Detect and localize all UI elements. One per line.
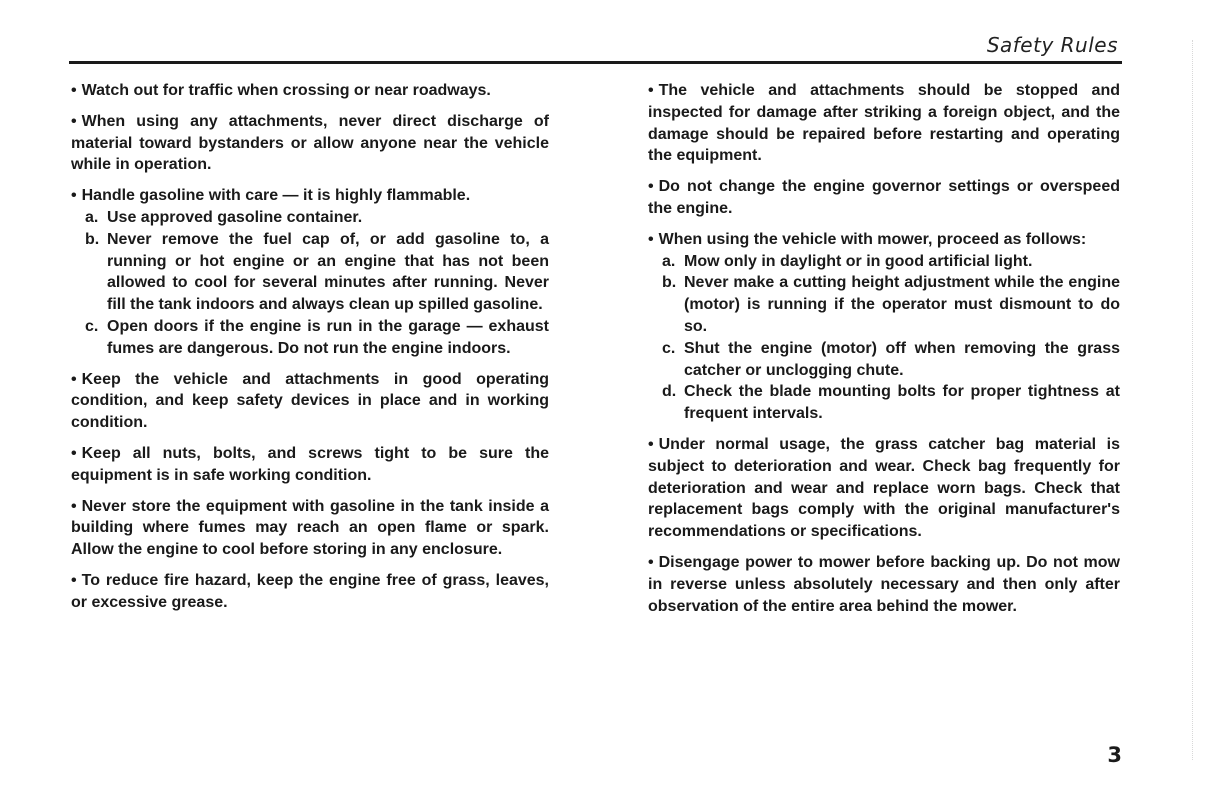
- safety-rule-item: [648, 229, 1120, 425]
- safety-rule-item: [648, 80, 1120, 167]
- sub-rule-letter: b.: [662, 274, 677, 292]
- bullet-icon: •: [71, 370, 77, 388]
- sub-rule: [648, 272, 1120, 337]
- sub-rule-text: Open doors if the engine is run in the garage — exhaust fumes are dangerous. Do not run the engine indoors.: [107, 317, 549, 357]
- safety-rule-item: [71, 185, 549, 359]
- safety-rule: [71, 80, 549, 102]
- bullet-icon: •: [648, 230, 654, 248]
- page-number: 3: [1107, 743, 1122, 767]
- bullet-icon: •: [648, 178, 654, 196]
- safety-rule-text: Disengage power to mower before backing up. Do not mow in reverse unless absolutely necessary and then only after observation of the entire area behind the mower.: [648, 553, 1120, 615]
- bullet-icon: •: [71, 82, 77, 99]
- sub-rule: [71, 316, 549, 360]
- sub-rule-letter: c.: [85, 317, 99, 335]
- safety-rule-text: Keep the vehicle and attachments in good operating condition, and keep safety devices in place and in working condition.: [71, 370, 549, 432]
- safety-rule-item: [648, 434, 1120, 543]
- safety-rule-item: [71, 369, 549, 434]
- safety-rule: [648, 176, 1120, 220]
- bullet-icon: •: [71, 444, 77, 462]
- sub-rule-text: Use approved gasoline container.: [107, 208, 363, 226]
- sub-rule-letter: d.: [662, 383, 677, 401]
- header-rule: [69, 61, 1122, 64]
- sub-rule: [71, 207, 549, 229]
- right-column: [648, 80, 1120, 626]
- safety-rule: [648, 229, 1120, 251]
- safety-rule-text: Keep all nuts, bolts, and screws tight to be sure the equipment is in safe working condition.: [71, 444, 549, 484]
- safety-rule-text: When using any attachments, never direct discharge of material toward bystanders or allow anyone near the vehicle while in operation.: [71, 112, 549, 174]
- safety-rule-item: [71, 443, 549, 487]
- sub-rule-list: [648, 251, 1120, 425]
- safety-rule-text: Handle gasoline with care — it is highly flammable.: [81, 187, 471, 205]
- safety-rule: [71, 496, 549, 561]
- safety-rule-text: The vehicle and attachments should be stopped and inspected for damage after striking a foreign object, and the damage should be repaired before restarting and operating the equipment.: [648, 82, 1120, 165]
- bullet-icon: •: [648, 435, 654, 453]
- bullet-icon: •: [648, 82, 654, 99]
- sub-rule-letter: b.: [85, 230, 100, 248]
- sub-rule-list: [71, 207, 549, 360]
- safety-rule: [71, 185, 549, 207]
- sub-rule-text: Check the blade mounting bolts for proper tightness at frequent intervals.: [684, 383, 1120, 423]
- bullet-icon: •: [71, 497, 77, 515]
- sub-rule-text: Never remove the fuel cap of, or add gasoline to, a running or hot engine or an engine that has not been allowed to cool for several minutes after running. Never fill the tank indoors and always clean up spilled gasoline.: [107, 230, 549, 314]
- sub-rule: [648, 251, 1120, 273]
- page-edge: [1192, 40, 1194, 760]
- sub-rule-letter: a.: [662, 252, 676, 270]
- sub-rule: [71, 229, 549, 316]
- bullet-icon: •: [71, 112, 77, 130]
- safety-rule-text: To reduce fire hazard, keep the engine free of grass, leaves, or excessive grease.: [71, 571, 549, 611]
- safety-rule: [71, 369, 549, 434]
- left-column: [71, 80, 549, 623]
- safety-rule-text: Under normal usage, the grass catcher bag material is subject to deterioration and wear. Check bag frequently for deterioration and wear and replace worn bags. Check that replacement bags comply with the original manufacturer's recommendations or specifications.: [648, 435, 1120, 541]
- sub-rule-text: Mow only in daylight or in good artificial light.: [684, 252, 1033, 270]
- sub-rule-letter: c.: [662, 339, 676, 357]
- bullet-icon: •: [71, 187, 77, 205]
- sub-rule-letter: a.: [85, 208, 99, 226]
- safety-rule: [648, 80, 1120, 167]
- safety-rule-item: [71, 496, 549, 561]
- safety-rule: [71, 443, 549, 487]
- sub-rule: [648, 338, 1120, 382]
- safety-rule-item: [71, 80, 549, 102]
- safety-rule: [648, 434, 1120, 543]
- bullet-icon: •: [71, 571, 77, 589]
- sub-rule-text: Shut the engine (motor) off when removing the grass catcher or unclogging chute.: [684, 339, 1120, 379]
- safety-rule-text: Never store the equipment with gasoline in the tank inside a building where fumes may reach an open flame or spark. Allow the engine to cool before storing in any enclosure.: [71, 497, 549, 559]
- header-title: Safety Rules: [986, 33, 1118, 57]
- sub-rule: [648, 381, 1120, 425]
- safety-rule-item: [648, 176, 1120, 220]
- safety-rule: [648, 552, 1120, 617]
- safety-rule-text: Watch out for traffic when crossing or near roadways.: [81, 82, 491, 99]
- safety-rule: [71, 570, 549, 614]
- safety-rule-text: Do not change the engine governor settings or overspeed the engine.: [648, 178, 1120, 217]
- sub-rule-text: Never make a cutting height adjustment while the engine (motor) is running if the operator must dismount to do so.: [684, 274, 1120, 335]
- safety-rule-item: [71, 570, 549, 614]
- safety-rule: [71, 111, 549, 176]
- bullet-icon: •: [648, 553, 654, 571]
- safety-rule-item: [71, 111, 549, 176]
- safety-rule-text: When using the vehicle with mower, proceed as follows:: [658, 230, 1087, 248]
- safety-rule-item: [648, 552, 1120, 617]
